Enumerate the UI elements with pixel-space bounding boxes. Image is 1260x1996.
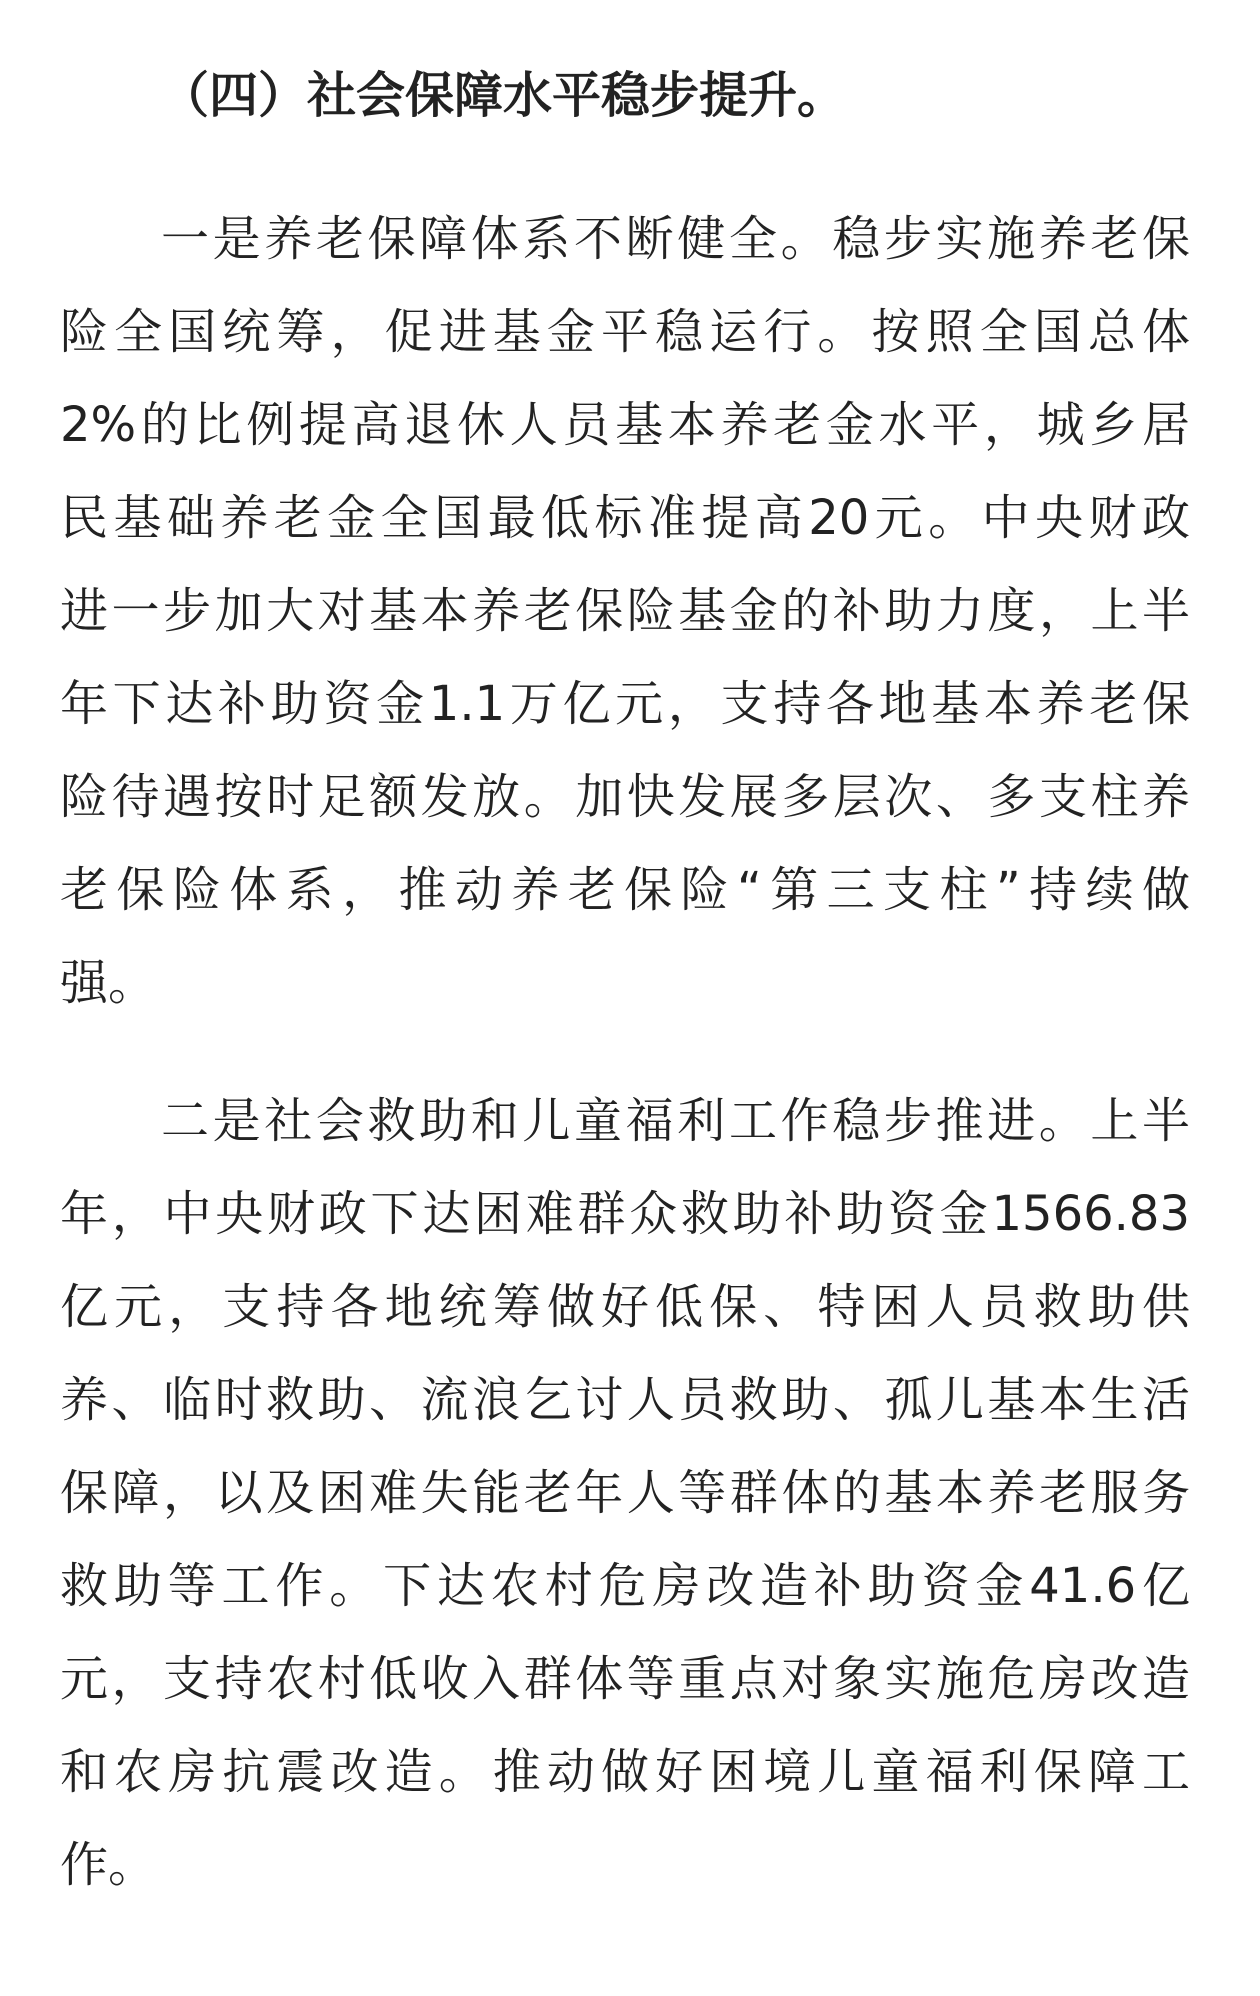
text-line: 险全国统筹，促进基金平稳运行。按照全国总体 bbox=[60, 304, 1190, 360]
text-line: 进一步加大对基本养老保险基金的补助力度，上半 bbox=[60, 583, 1190, 639]
text-line: 和农房抗震改造。推动做好困境儿童福利保障工 bbox=[60, 1744, 1190, 1800]
text-line: 元，支持农村低收入群体等重点对象实施危房改造 bbox=[60, 1651, 1190, 1707]
text-line: 亿元，支持各地统筹做好低保、特困人员救助供 bbox=[60, 1279, 1190, 1335]
text-line: 二是社会救助和儿童福利工作稳步推进。上半 bbox=[161, 1093, 1190, 1149]
text-line: 保障，以及困难失能老年人等群体的基本养老服务 bbox=[60, 1465, 1190, 1521]
paragraph-social-assistance bbox=[60, 1075, 1190, 1912]
text-line: 养、临时救助、流浪乞讨人员救助、孤儿基本生活 bbox=[60, 1372, 1190, 1428]
text-line: 民基础养老金全国最低标准提高20元。中央财政 bbox=[60, 490, 1190, 546]
text-line: 老保险体系，推动养老保险“第三支柱”持续做 bbox=[60, 862, 1190, 918]
text-line: 年，中央财政下达困难群众救助补助资金1566.83 bbox=[60, 1186, 1190, 1242]
text-line: 险待遇按时足额发放。加快发展多层次、多支柱养 bbox=[60, 769, 1190, 825]
paragraph-pension-system bbox=[60, 193, 1190, 1030]
text-line: 2%的比例提高退休人员基本养老金水平，城乡居 bbox=[60, 397, 1190, 453]
section-title: （四）社会保障水平稳步提升。 bbox=[160, 67, 847, 124]
text-line: 作。 bbox=[60, 1837, 157, 1893]
text-line: 年下达补助资金1.1万亿元，支持各地基本养老保 bbox=[60, 676, 1190, 732]
text-line: 救助等工作。下达农村危房改造补助资金41.6亿 bbox=[60, 1558, 1190, 1614]
text-line: 强。 bbox=[60, 955, 157, 1011]
text-line: 一是养老保障体系不断健全。稳步实施养老保 bbox=[161, 211, 1190, 267]
